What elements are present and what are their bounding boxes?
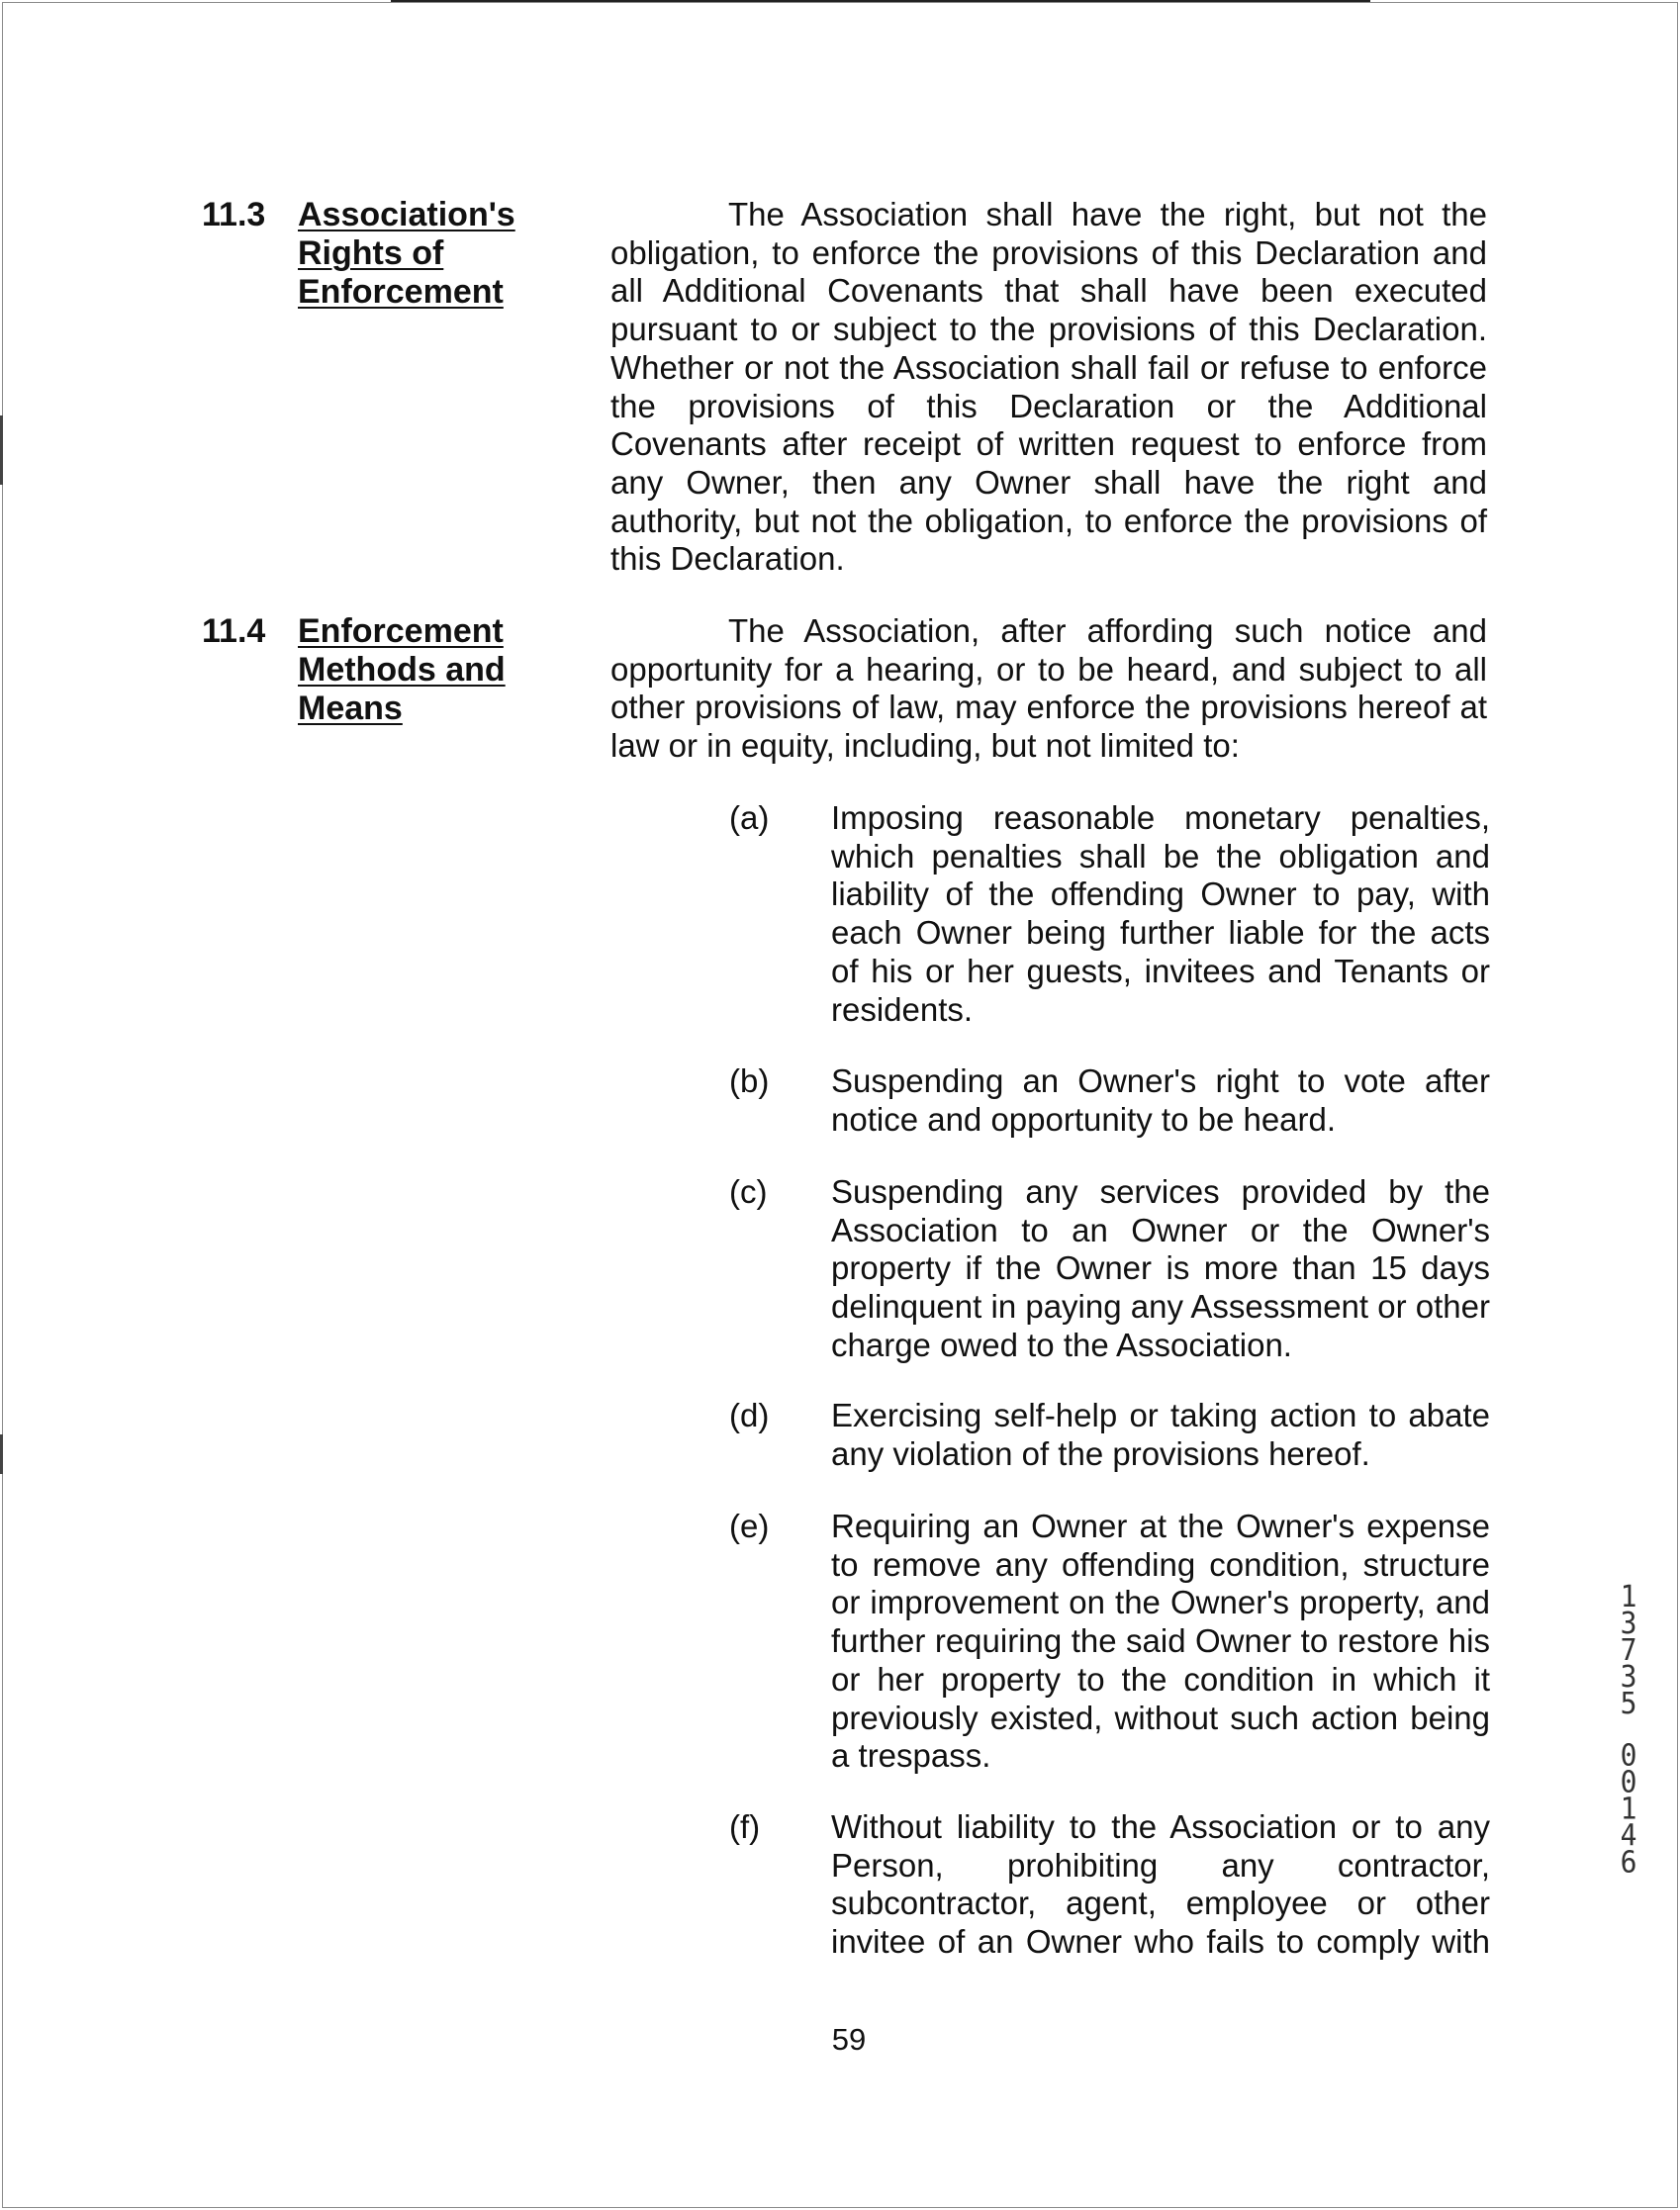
- item-label: (d): [729, 1397, 770, 1433]
- scan-mark: [0, 1434, 3, 1474]
- top-rule: [391, 0, 1370, 2]
- item-label: (f): [729, 1808, 761, 1845]
- bates-part-1: [1620, 1578, 1637, 1721]
- bates-digit: 6: [1620, 1844, 1637, 1881]
- bates-part-2: [1620, 1737, 1637, 1881]
- section-title: Association's Rights of Enforcement: [298, 196, 515, 311]
- item-text: Exercising self-help or taking action to abate any violation of the provisions hereof.: [831, 1397, 1490, 1472]
- bates-digit: 3: [1620, 1658, 1637, 1695]
- item-label: (b): [729, 1062, 770, 1099]
- section-body: The Association shall have the right, but not the obligation, to enforce the provisions of this Declaration and all Additional Covenants that shall have been executed pursuant to or subject to the provisions of this Declaration. Whether or not the Association shall fail or refuse to enforce the provisions of this Declaration or the Additional Covenants after receipt of written request to enforce from any Owner, then any Owner shall have the right and authority, but not the obligation, to enforce the provisions of this Declaration.: [610, 196, 1487, 578]
- section-body: The Association, after affording such notice and opportunity for a hearing, or to be heard, and subject to all other provisions of law, may enforce the provisions hereof at law or in equity, including, but not limited to:: [610, 612, 1487, 765]
- bates-stamp: [1614, 1578, 1643, 1881]
- scan-mark: [0, 415, 3, 485]
- bates-digit: 0: [1620, 1737, 1637, 1774]
- item-text: Without liability to the Association or to any Person, prohibiting any contractor, subcontractor, agent, employee or other invitee of an Owner who fails to comply with: [831, 1808, 1490, 1961]
- section-number: 11.3: [202, 196, 266, 233]
- bates-digit: 4: [1620, 1817, 1637, 1854]
- item-label: (a): [729, 799, 770, 836]
- bates-digit: 1: [1620, 1791, 1637, 1827]
- section-number: 11.4: [202, 612, 266, 650]
- bates-digit: 5: [1620, 1685, 1637, 1721]
- bates-digit: 3: [1620, 1605, 1637, 1641]
- section-title: Enforcement Methods and Means: [298, 612, 506, 727]
- bates-digit: 0: [1620, 1764, 1637, 1800]
- item-label: (c): [729, 1173, 768, 1210]
- bates-digit: 7: [1620, 1631, 1637, 1668]
- item-label: (e): [729, 1508, 770, 1544]
- item-text: Suspending an Owner's right to vote after notice and opportunity to be heard.: [831, 1062, 1490, 1138]
- item-text: Imposing reasonable monetary penalties, which penalties shall be the obligation and liability of the offending Owner to pay, with each Owner being further liable for the acts of his or her guests, invitees and Tenants or residents.: [831, 799, 1490, 1028]
- bates-digit: 1: [1620, 1578, 1637, 1614]
- page-number: 59: [831, 2022, 867, 2057]
- item-text: Suspending any services provided by the Association to an Owner or the Owner's property if the Owner is more than 15 days delinquent in paying any Assessment or other charge owed to the Association.: [831, 1173, 1490, 1363]
- item-text: Requiring an Owner at the Owner's expense to remove any offending condition, structure or improvement on the Owner's property, and further requiring the said Owner to restore his or her property to the condition in which it previously existed, without such action being a trespass.: [831, 1508, 1490, 1775]
